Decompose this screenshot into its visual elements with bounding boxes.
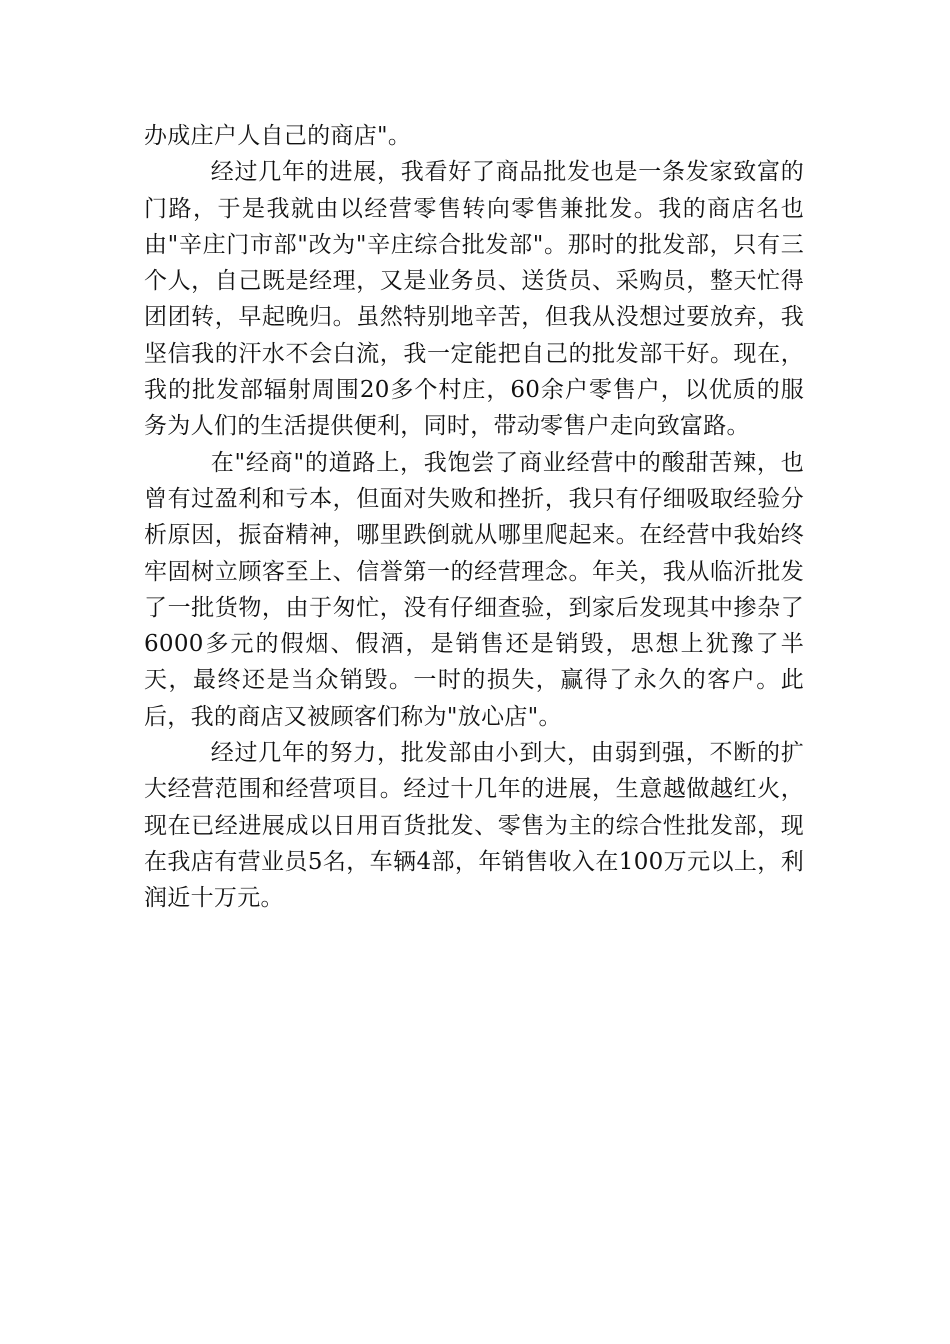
paragraph-continuation: 办成庄户人自己的商店"。 (144, 123, 412, 149)
body-text (144, 118, 804, 917)
paragraph-business-road: 在"经商"的道路上，我饱尝了商业经营中的酸甜苦辣，也曾有过盈利和亏本，但面对失败和挫折，我只有仔细吸取经验分析原因，振奋精神，哪里跌倒就从哪里爬起来。在经营中我始终牢固树立顾客至上、信誉第一的经营理念。年关，我从临沂批发了一批货物，由于匆忙，没有仔细查验，到家后发现其中掺杂了6000多元的假烟、假酒，是销售还是销毁，思想上犹豫了半天，最终还是当众销毁。一时的损失，赢得了永久的客户。此后，我的商店又被顾客们称为"放心店"。 (144, 449, 804, 730)
paragraph-growth: 经过几年的努力，批发部由小到大，由弱到强，不断的扩大经营范围和经营项目。经过十几年的进展，生意越做越红火，现在已经进展成以日用百货批发、零售为主的综合性批发部，现在我店有营业员5名，车辆4部，年销售收入在100万元以上，利润近十万元。 (144, 740, 804, 912)
paragraph-wholesale-start: 经过几年的进展，我看好了商品批发也是一条发家致富的门路，于是我就由以经营零售转向零售兼批发。我的商店名也由"辛庄门市部"改为"辛庄综合批发部"。那时的批发部，只有三个人，自己既是经理，又是业务员、送货员、采购员，整天忙得团团转，早起晚归。虽然特别地辛苦，但我从没想过要放弃，我坚信我的汗水不会白流，我一定能把自己的批发部干好。现在，我的批发部辐射周围20多个村庄，60余户零售户，以优质的服务为人们的生活提供便利，同时，带动零售户走向致富路。 (144, 159, 804, 440)
